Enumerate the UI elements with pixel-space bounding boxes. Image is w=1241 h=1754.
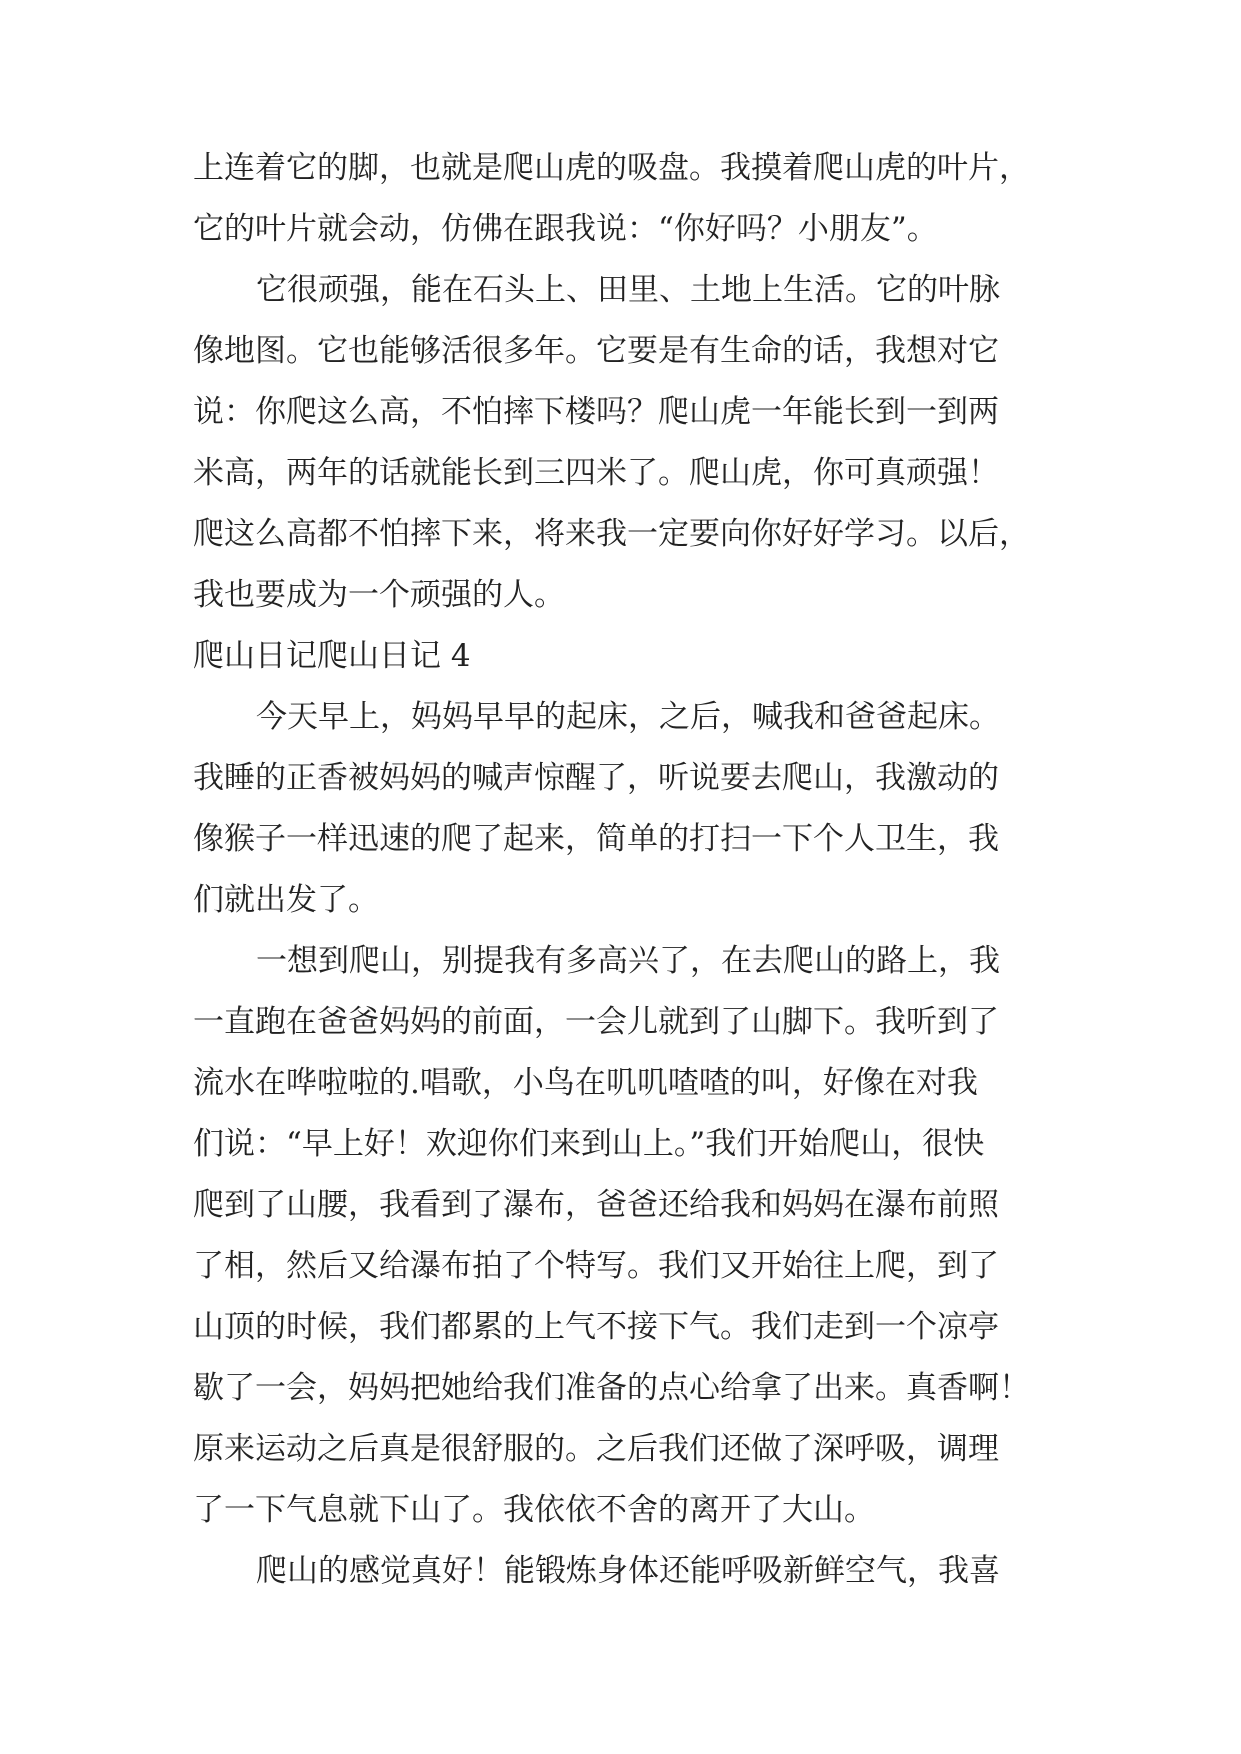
paragraph bbox=[193, 687, 1073, 931]
text-line: 我睡的正香被妈妈的喊声惊醒了，听说要去爬山，我激动的 bbox=[193, 760, 999, 796]
text-line: 说：你爬这么高，不怕摔下楼吗？爬山虎一年能长到一到两 bbox=[193, 394, 999, 430]
text-line: 上连着它的脚，也就是爬山虎的吸盘。我摸着爬山虎的叶片， bbox=[193, 150, 1030, 186]
text-line: 歇了一会，妈妈把她给我们准备的点心给拿了出来。真香啊！ bbox=[193, 1370, 1030, 1406]
text-line: 像地图。它也能够活很多年。它要是有生命的话，我想对它 bbox=[193, 333, 999, 369]
text-line: 像猴子一样迅速的爬了起来，简单的打扫一下个人卫生，我 bbox=[193, 821, 999, 857]
text-line: 它很顽强，能在石头上、田里、土地上生活。它的叶脉 bbox=[256, 272, 1000, 308]
text-line: 一想到爬山，别提我有多高兴了，在去爬山的路上，我 bbox=[256, 943, 1000, 979]
document-page bbox=[193, 138, 1073, 1602]
paragraph bbox=[193, 260, 1073, 626]
text-line: 爬山的感觉真好！能锻炼身体还能呼吸新鲜空气，我喜 bbox=[256, 1553, 1000, 1589]
text-line: 我也要成为一个顽强的人。 bbox=[193, 577, 565, 613]
text-line: 了一下气息就下山了。我依依不舍的离开了大山。 bbox=[193, 1492, 875, 1528]
text-line: 了相，然后又给瀑布拍了个特写。我们又开始往上爬，到了 bbox=[193, 1248, 999, 1284]
paragraph bbox=[193, 1541, 1073, 1602]
text-line: 们说：“早上好！欢迎你们来到山上。”我们开始爬山，很快 bbox=[193, 1126, 985, 1162]
text-line: 们就出发了。 bbox=[193, 882, 379, 918]
text-line: 米高，两年的话就能长到三四米了。爬山虎，你可真顽强！ bbox=[193, 455, 999, 491]
text-line: 今天早上，妈妈早早的起床，之后，喊我和爸爸起床。 bbox=[256, 699, 1000, 735]
text-line: 爬这么高都不怕摔下来，将来我一定要向你好好学习。以后， bbox=[193, 516, 1030, 552]
text-line: 流水在哗啦啦的.唱歌，小鸟在叽叽喳喳的叫，好像在对我 bbox=[193, 1065, 978, 1101]
paragraph-continuation bbox=[193, 138, 1073, 260]
text-line: 山顶的时候，我们都累的上气不接下气。我们走到一个凉亭 bbox=[193, 1309, 999, 1345]
paragraph bbox=[193, 931, 1073, 1541]
text-line: 一直跑在爸爸妈妈的前面，一会儿就到了山脚下。我听到了 bbox=[193, 1004, 999, 1040]
section-heading: 爬山日记爬山日记 4 bbox=[193, 638, 471, 674]
text-line: 它的叶片就会动，仿佛在跟我说：“你好吗？小朋友”。 bbox=[193, 211, 938, 247]
text-line: 爬到了山腰，我看到了瀑布，爸爸还给我和妈妈在瀑布前照 bbox=[193, 1187, 999, 1223]
text-line: 原来运动之后真是很舒服的。之后我们还做了深呼吸，调理 bbox=[193, 1431, 999, 1467]
